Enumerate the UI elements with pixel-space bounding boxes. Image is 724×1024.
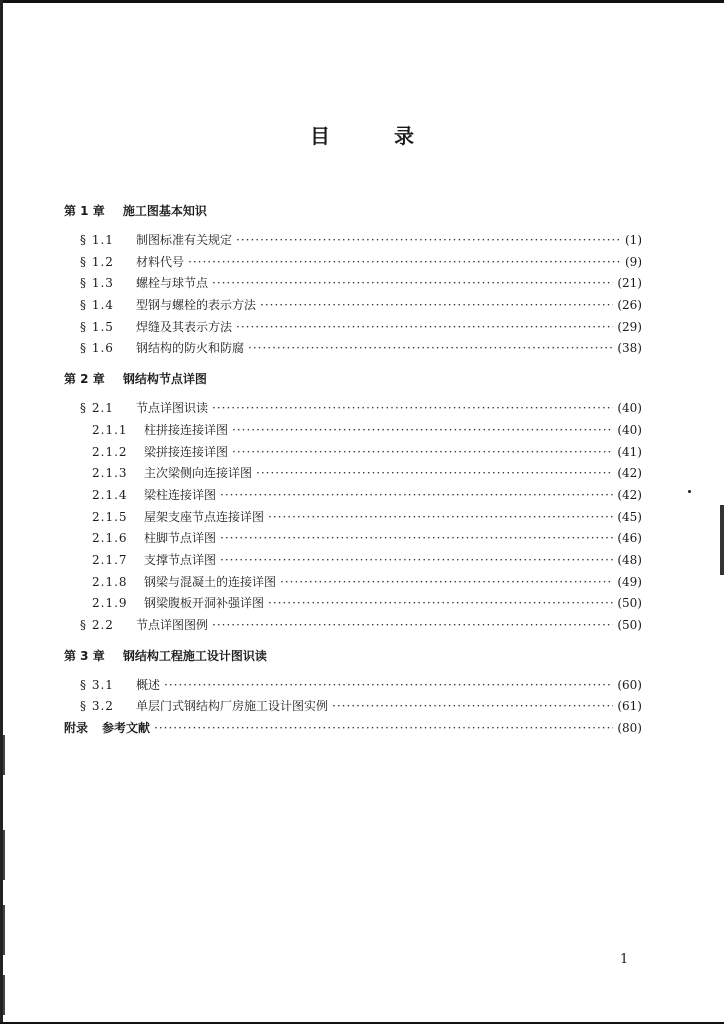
chapter-title: 钢结构工程施工设计图识读	[122, 648, 267, 663]
dot-leader	[280, 572, 613, 594]
dot-leader	[164, 675, 613, 697]
chapter-number: 第 3 章	[64, 648, 105, 663]
section-number: § 3.1	[80, 677, 114, 692]
page-number: (50)	[617, 596, 642, 611]
section-number: § 1.4	[80, 298, 114, 313]
page-number: (26)	[617, 298, 642, 313]
toc-entry[interactable]	[64, 338, 642, 360]
subsection-title: 主次梁侧向连接详图	[144, 466, 253, 481]
section-number: § 1.2	[80, 254, 114, 269]
section-title: 制图标准有关规定	[136, 233, 233, 247]
dot-leader	[248, 338, 613, 360]
chapter-title: 施工图基本知识	[122, 204, 207, 218]
chapter-heading[interactable]	[64, 200, 642, 222]
page-number: (21)	[617, 276, 642, 291]
page-number: (40)	[617, 401, 642, 416]
chapter-title: 钢结构节点详图	[122, 372, 207, 387]
page-number: (1)	[625, 233, 642, 247]
page-number: (9)	[625, 254, 642, 269]
scan-edge-mark	[3, 975, 5, 1015]
subsection-number: 2.1.6	[92, 531, 128, 546]
scan-edge-mark	[720, 505, 724, 575]
toc-entry[interactable]	[64, 295, 642, 317]
chapter-heading[interactable]	[64, 368, 642, 390]
toc-entry[interactable]	[64, 696, 642, 718]
section-title: 螺栓与球节点	[136, 276, 209, 291]
scan-edge-mark	[3, 735, 5, 775]
page-number: (50)	[617, 618, 642, 632]
scan-border-top	[0, 0, 724, 3]
subsection-number: 2.1.7	[92, 552, 128, 567]
subsection-number: 2.1.9	[92, 596, 128, 611]
page-number: (40)	[617, 422, 642, 437]
toc-entry[interactable]	[64, 230, 642, 252]
folio-page-number: 1	[620, 952, 629, 967]
subsection-number: 2.1.4	[92, 487, 128, 502]
toc-entry[interactable]	[64, 398, 642, 420]
toc-subentry[interactable]	[64, 442, 642, 464]
subsection-number: 2.1.1	[92, 422, 128, 437]
section-title: 型钢与螺栓的表示方法	[136, 298, 257, 313]
page-number: (61)	[617, 699, 642, 714]
page-number: (48)	[617, 552, 642, 567]
scan-edge-mark	[3, 905, 5, 955]
page-number: (60)	[617, 677, 642, 692]
subsection-number: 2.1.8	[92, 574, 128, 589]
appendix-label: 附录	[64, 721, 89, 736]
page-number: (49)	[617, 574, 642, 589]
section-title: 钢结构的防火和防腐	[136, 341, 245, 356]
dot-leader	[212, 398, 613, 420]
page-number: (80)	[617, 721, 642, 736]
toc-subentry[interactable]	[64, 485, 642, 507]
dot-leader	[220, 550, 613, 572]
page-number: (42)	[617, 466, 642, 481]
subsection-number: 2.1.3	[92, 466, 128, 481]
section-number: § 1.6	[80, 341, 114, 356]
chapter-number: 第 2 章	[64, 372, 105, 387]
toc-subentry[interactable]	[64, 528, 642, 550]
toc-subentry[interactable]	[64, 550, 642, 572]
table-of-contents	[64, 200, 642, 740]
dot-leader	[332, 696, 613, 718]
section-number: § 2.1	[80, 401, 114, 416]
section-number: § 1.1	[80, 233, 114, 247]
scan-edge-mark	[3, 830, 5, 880]
subsection-title: 支撑节点详图	[144, 552, 217, 567]
subsection-title: 梁拼接连接详图	[144, 444, 229, 459]
section-title: 单层门式钢结构厂房施工设计图实例	[136, 699, 329, 714]
dot-leader	[268, 507, 613, 529]
subsection-number: 2.1.2	[92, 444, 128, 459]
section-title: 焊缝及其表示方法	[136, 319, 233, 334]
dot-leader	[256, 463, 613, 485]
dot-leader	[268, 593, 613, 615]
page-number: (29)	[617, 319, 642, 334]
section-title: 节点详图识读	[136, 401, 209, 416]
toc-subentry[interactable]	[64, 463, 642, 485]
appendix-title: 参考文献	[102, 721, 151, 736]
page-number: (46)	[617, 531, 642, 546]
toc-subentry[interactable]	[64, 572, 642, 594]
dot-leader	[212, 273, 613, 295]
section-number: § 3.2	[80, 699, 114, 714]
toc-entry[interactable]	[64, 317, 642, 339]
page-number: (38)	[617, 341, 642, 356]
toc-subentry[interactable]	[64, 420, 642, 442]
toc-subentry[interactable]	[64, 593, 642, 615]
dot-leader	[232, 442, 613, 464]
toc-subentry[interactable]	[64, 507, 642, 529]
toc-appendix-entry[interactable]	[64, 718, 642, 740]
chapter-number: 第 1 章	[64, 204, 105, 218]
section-number: § 1.3	[80, 276, 114, 291]
toc-entry[interactable]	[64, 615, 642, 637]
dot-leader	[236, 230, 621, 252]
page-number: (45)	[617, 509, 642, 524]
subsection-title: 钢梁与混凝土的连接详图	[144, 574, 277, 589]
section-number: § 1.5	[80, 319, 114, 334]
section-title: 概述	[136, 677, 161, 692]
dot-leader	[260, 295, 613, 317]
dot-leader	[220, 528, 613, 550]
page-title: 目 录	[310, 124, 436, 148]
chapter-heading[interactable]	[64, 645, 642, 667]
dot-leader	[236, 317, 613, 339]
subsection-title: 柱拼接连接详图	[144, 422, 229, 437]
dot-leader	[220, 485, 613, 507]
dot-leader	[232, 420, 613, 442]
dot-leader	[154, 718, 613, 740]
section-title: 节点详图图例	[136, 618, 209, 632]
dot-leader	[188, 252, 621, 274]
page-number: (41)	[617, 444, 642, 459]
page-number: (42)	[617, 487, 642, 502]
toc-entry[interactable]	[64, 273, 642, 295]
dot-leader	[212, 615, 613, 637]
toc-entry[interactable]	[64, 675, 642, 697]
section-number: § 2.2	[80, 618, 114, 632]
toc-entry[interactable]	[64, 252, 642, 274]
subsection-number: 2.1.5	[92, 509, 128, 524]
subsection-title: 钢梁腹板开洞补强详图	[144, 596, 265, 611]
scan-speck	[688, 490, 691, 493]
subsection-title: 梁柱连接详图	[144, 487, 217, 502]
subsection-title: 柱脚节点详图	[144, 531, 217, 546]
section-title: 材料代号	[136, 254, 185, 269]
subsection-title: 屋架支座节点连接详图	[144, 509, 265, 524]
